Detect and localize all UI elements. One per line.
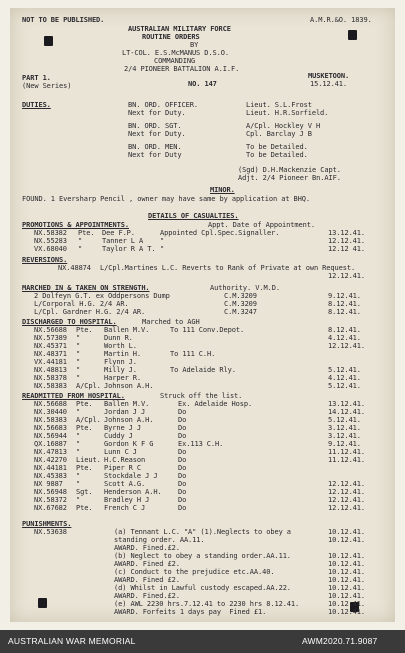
readmission-date: 5.12.41.	[328, 416, 361, 424]
readmission-date: 9.12.41.	[328, 440, 361, 448]
duty-role: BN. ORD. OFFICER.	[128, 101, 198, 109]
duty-role: Next for Duty	[128, 151, 182, 159]
location: MUSKETOON.	[308, 72, 350, 80]
readmission-date: 14.12.41.	[328, 408, 366, 416]
readmission-date: 13.12.41.	[328, 400, 366, 408]
service-number: NX.48371	[34, 350, 67, 358]
soldier-name: Byrne J J	[104, 424, 142, 432]
readmission-source: Do	[178, 472, 187, 480]
punishments-heading: PUNISHMENTS.	[22, 520, 72, 528]
soldier-name: Stockdale J J	[104, 472, 158, 480]
service-number: NX.58383	[34, 382, 67, 390]
readmitted-heading: READMITTED FROM HOSPITAL.	[22, 392, 125, 400]
marched-entry: L/Corporal H.G. 2/4 AR.	[34, 300, 129, 308]
service-number: NX.58378	[34, 374, 67, 382]
promotion-text: Appointed Cpl.Spec.Signaller.	[160, 229, 280, 237]
order-title-line: BY	[190, 41, 199, 49]
duty-role: BN. ORD. MEN.	[128, 143, 182, 151]
promotion-date: 12.12 41.	[328, 245, 366, 253]
service-number: VX.44181	[34, 358, 67, 366]
order-title-line: LT-COL. E.S.McMANUS D.S.O.	[122, 49, 229, 57]
readmission-source: Do	[178, 424, 187, 432]
punishment-text: (c) Conduct to the prejudice etc.AA.40.	[114, 568, 275, 576]
soldier-name: Bradley H J	[104, 496, 150, 504]
order-title-line: 2/4 PIONEER BATTALION A.I.F.	[124, 65, 240, 73]
discharge-date: 8.12.41.	[328, 326, 361, 334]
rank: "	[76, 408, 81, 416]
signature-line: Adjt. 2/4 Pioneer Bn.AIF.	[238, 174, 341, 182]
soldier-name: Harper R.	[104, 374, 142, 382]
rank: Pte.	[76, 424, 93, 432]
punishment-date: 10.12.41.	[328, 584, 366, 592]
discharge-date: 5.12.41.	[328, 366, 361, 374]
readmission-date: 12.12.41.	[328, 496, 366, 504]
service-number: NX.44181	[34, 464, 67, 472]
marched-date: 8.12.41.	[328, 300, 361, 308]
promotions-column-header: Appt. Date of Appointment.	[208, 221, 315, 229]
service-number: NX.53638	[34, 528, 67, 536]
punishment-text: (d) Whilst in Lawful custody escaped.AA.22.	[114, 584, 291, 592]
readmission-source: Ex.113 C.H.	[178, 440, 224, 448]
service-number: NX 9887	[34, 480, 63, 488]
signature-line: (Sgd) D.H.Mackenzie Capt.	[238, 166, 341, 174]
rank: "	[76, 358, 81, 366]
marched-date: 8.12.41.	[328, 308, 361, 316]
marched-date: 9.12.41.	[328, 292, 361, 300]
soldier-name: Scott A.G.	[104, 480, 146, 488]
punch-hole	[44, 36, 53, 46]
readmission-source: Do	[178, 464, 187, 472]
duty-name: Lieut. S.L.Frost	[246, 101, 312, 109]
discharged-column-header: Marched to AGH	[142, 318, 200, 326]
readmission-date: 3.12.41.	[328, 424, 361, 432]
soldier-name: Lunn C J	[104, 448, 137, 456]
rank: A/Cpl.	[76, 382, 101, 390]
catalogue-number: AWM2020.71.9087	[302, 636, 378, 646]
soldier-name: Milly J.	[104, 366, 137, 374]
punch-hole	[38, 598, 47, 608]
service-number: NX.55283	[34, 237, 67, 245]
duty-role: BN. ORD. SGT.	[128, 122, 182, 130]
discharge-date: 5.12.41.	[328, 382, 361, 390]
discharged-heading: DISCHARGED TO HOSPITAL.	[22, 318, 117, 326]
readmission-source: Do	[178, 408, 187, 416]
punishment-date: 10.12.41.	[328, 576, 366, 584]
readmission-date: 12.12.41.	[328, 488, 366, 496]
soldier-name: Worth L.	[104, 342, 137, 350]
reversions-heading: REVERSIONS.	[22, 256, 68, 264]
punishment-date: 10.12.41.	[328, 536, 366, 544]
punishment-date: 10.12.41.	[328, 608, 366, 616]
soldier-name: Ballen M.V.	[104, 400, 150, 408]
readmission-date: 12.12.41.	[328, 504, 366, 512]
service-number: NX.56948	[34, 488, 67, 496]
rank: "	[76, 448, 81, 456]
soldier-name: Tanner L A	[102, 237, 144, 245]
service-number: NX.58372	[34, 496, 67, 504]
rank: "	[76, 472, 81, 480]
readmission-date: 11.12.41.	[328, 448, 366, 456]
order-title-line: ROUTINE ORDERS	[142, 33, 200, 41]
rank: A/Cpl.	[76, 416, 101, 424]
promotions-heading: PROMOTIONS & APPOINTMENTS.	[22, 221, 129, 229]
service-number: NX.56944	[34, 432, 67, 440]
rank: "	[78, 245, 83, 253]
soldier-name: Johnson A.H.	[104, 382, 154, 390]
service-number: NX.58382	[34, 229, 67, 237]
rank: "	[76, 342, 81, 350]
punishment-text: AWARD. Fined £2.	[114, 576, 180, 584]
rank: Pte.	[76, 326, 93, 334]
authority: C.M.3209	[224, 300, 257, 308]
rank: "	[76, 432, 81, 440]
minor-heading: MINOR.	[210, 186, 235, 194]
order-title-line: AUSTRALIAN MILITARY FORCE	[128, 25, 231, 33]
discharge-date: 4.12.41.	[328, 334, 361, 342]
punch-hole	[348, 30, 357, 40]
punishment-date: 10.12.41.	[328, 600, 366, 608]
service-number: NX.45383	[34, 472, 67, 480]
readmission-source: Do	[178, 416, 187, 424]
punishment-text: (a) Tennant L.C. "A" (1).Neglects to obey a	[114, 528, 291, 536]
rank: "	[76, 366, 81, 374]
order-number: NO. 147	[188, 80, 217, 88]
service-number: NX.42270	[34, 456, 67, 464]
rank: "	[76, 480, 81, 488]
destination: To 111 C.H.	[170, 350, 216, 358]
soldier-name: Martin H.	[104, 350, 142, 358]
service-number: NX.67682	[34, 504, 67, 512]
punishment-date: 10.12.41.	[328, 568, 366, 576]
promotion-date: 12.12.41.	[328, 237, 366, 245]
rank: Pte.	[76, 400, 93, 408]
soldier-name: Ballen M.V.	[104, 326, 150, 334]
distribution-note: NOT TO BE PUBLISHED.	[22, 16, 105, 24]
soldier-name: Cuddy J	[104, 432, 133, 440]
service-number: QX.16887	[34, 440, 67, 448]
authority: C.M.3247	[224, 308, 257, 316]
service-number: VX.68040	[34, 245, 67, 253]
soldier-name: Jordan J J	[104, 408, 146, 416]
punishment-text: (e) AWL 2230 hrs.7.12.41 to 2230 hrs 8.12.41.	[114, 600, 300, 608]
marched-entry: 2 Dolfeyn G.T. ex Oddpersons Dump	[34, 292, 170, 300]
archive-name: AUSTRALIAN WAR MEMORIAL	[8, 636, 136, 646]
rank: Pte.	[76, 464, 93, 472]
soldier-name: French C J	[104, 504, 146, 512]
service-number: NX.57389	[34, 334, 67, 342]
rank: Pte.	[76, 504, 93, 512]
readmission-source: Do	[178, 432, 187, 440]
punishment-text: (b) Neglect to obey a standing order.AA.11.	[114, 552, 291, 560]
promotion-date: 13.12.41.	[328, 229, 366, 237]
order-title-line: COMMANDING	[154, 57, 196, 65]
duty-name: To be Detailed.	[246, 143, 308, 151]
readmission-date: 11.12.41.	[328, 456, 366, 464]
rank: "	[78, 237, 83, 245]
document-page	[10, 8, 395, 622]
rank: "	[76, 440, 81, 448]
duty-name: Lieut. H.R.Sorfield.	[246, 109, 329, 117]
readmission-date: 3.12.41.	[328, 432, 361, 440]
rank: "	[76, 334, 81, 342]
marched-column-header: Authority. V.M.D.	[210, 284, 280, 292]
soldier-name: Flynn J.	[104, 358, 137, 366]
readmission-source: Do	[178, 456, 187, 464]
readmission-source: Ex. Adelaide Hosp.	[178, 400, 253, 408]
soldier-name: Piper R C	[104, 464, 142, 472]
readmission-source: Do	[178, 448, 187, 456]
promotion-text: "	[160, 237, 165, 245]
destination: To Adelaide Rly.	[170, 366, 236, 374]
soldier-name: Johnson A.H.	[104, 416, 154, 424]
rank: Lieut.	[76, 456, 101, 464]
part-label: PART 1.	[22, 74, 51, 82]
duty-role: Next for Duty.	[128, 130, 186, 138]
punishment-date: 10.12.41.	[328, 528, 366, 536]
punishment-text: AWARD. Fined £2.	[114, 560, 180, 568]
duty-name: A/Cpl. Hockley V H	[246, 122, 321, 130]
soldier-name: Taylor R A T.	[102, 245, 156, 253]
marched-entry: L/Cpl. Gardner H.G. 2/4 AR.	[34, 308, 146, 316]
service-number: NX.56688	[34, 326, 67, 334]
soldier-name: Henderson A.H.	[104, 488, 162, 496]
punishment-text: standing order. AA.11.	[114, 536, 205, 544]
soldier-name: H.C.Reason	[104, 456, 146, 464]
punishment-date: 10.12.41.	[328, 592, 366, 600]
marched-heading: MARCHED IN & TAKEN ON STRENGTH.	[22, 284, 150, 292]
reversion-date: 12.12.41.	[328, 272, 366, 280]
readmitted-column-header: Struck off the list.	[160, 392, 243, 400]
punishment-date: 10.12.41.	[328, 552, 366, 560]
order-date: 15.12.41.	[310, 80, 348, 88]
rank: Pte.	[78, 229, 95, 237]
order-reference: A.M.R.&O. 1839.	[310, 16, 372, 24]
punishment-text: AWARD. Forfeits 1 days pay Fined £1.	[114, 608, 267, 616]
readmission-source: Do	[178, 488, 187, 496]
soldier-name: Gordon K F G	[104, 440, 154, 448]
readmission-date: 12.12.41.	[328, 480, 366, 488]
soldier-name: Dunn R.	[104, 334, 133, 342]
discharge-date: 4.12.41.	[328, 374, 361, 382]
punishment-date: 10.12.41.	[328, 560, 366, 568]
duty-role: Next for Duty.	[128, 109, 186, 117]
reversion-text: L/Cpl.Martines L.C. Reverts to Rank of Private at own Request.	[100, 264, 356, 272]
readmission-source: Do	[178, 480, 187, 488]
rank: "	[76, 496, 81, 504]
archive-footer	[0, 630, 405, 653]
readmission-source: Do	[178, 504, 187, 512]
duty-name: To be Detailed.	[246, 151, 308, 159]
service-number: NX.56683	[34, 424, 67, 432]
service-number: NX.30440	[34, 408, 67, 416]
soldier-name: Dee F.P.	[102, 229, 135, 237]
punishment-text: AWARD. Fined.£2.	[114, 592, 180, 600]
rank: "	[76, 374, 81, 382]
found-notice: FOUND. 1 Eversharp Pencil , owner may have same by application at BHQ.	[22, 195, 311, 203]
service-number: NX.48813	[34, 366, 67, 374]
rank: Sgt.	[76, 488, 93, 496]
readmission-source: Do	[178, 496, 187, 504]
rank: "	[76, 350, 81, 358]
service-number: NX.58383	[34, 416, 67, 424]
service-number: NX.45371	[34, 342, 67, 350]
punishment-text: AWARD. Fined.£2.	[114, 544, 180, 552]
duty-name: Cpl. Barclay J B	[246, 130, 312, 138]
series-label: (New Series)	[22, 82, 72, 90]
service-number: NX.47813	[34, 448, 67, 456]
duties-heading: DUTIES.	[22, 101, 51, 109]
details-heading: DETAILS OF CASUALTIES.	[148, 212, 239, 220]
authority: C.M.3209	[224, 292, 257, 300]
promotion-text: "	[160, 245, 165, 253]
service-number: NX.56688	[34, 400, 67, 408]
destination: To 111 Conv.Depot.	[170, 326, 245, 334]
service-number: NX.48874	[58, 264, 91, 272]
discharge-date: 12.12.41.	[328, 342, 366, 350]
